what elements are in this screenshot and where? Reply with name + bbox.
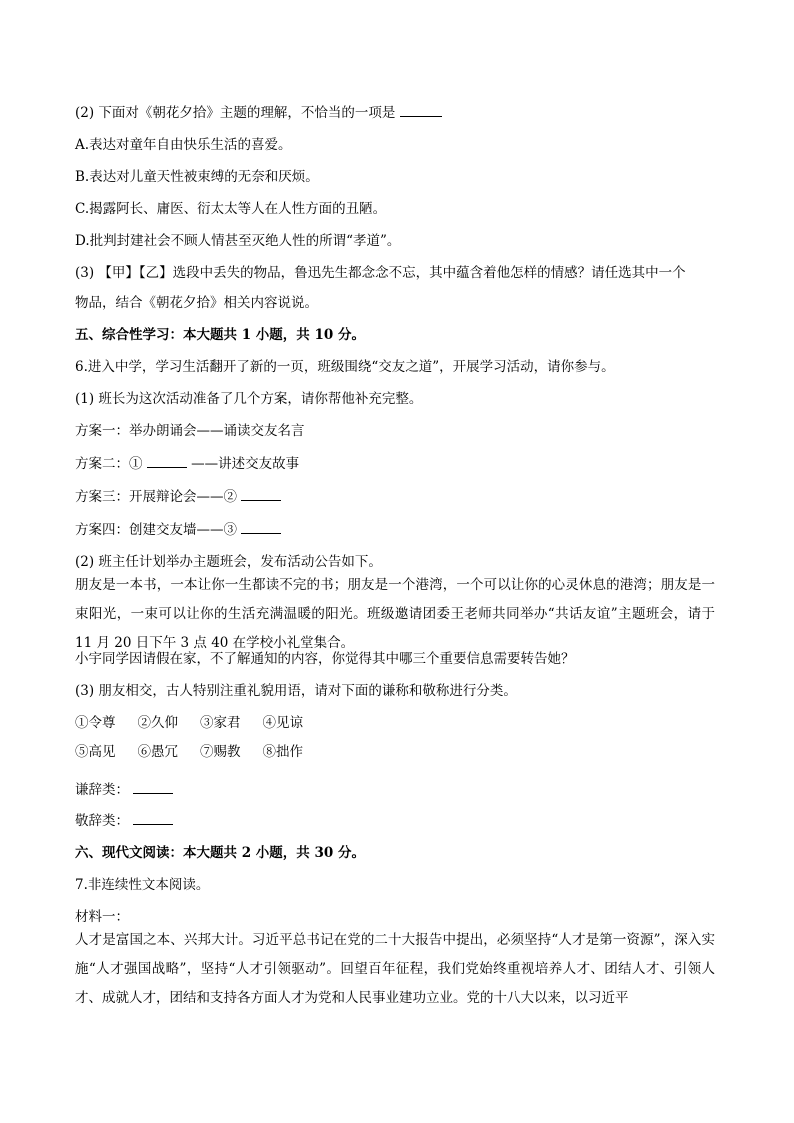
humble-words: 谦辞类： [75,781,715,798]
respect-words: 敬辞类： [75,812,715,829]
section5-heading: 五、综合性学习：本大题共 1 小题，共 10 分。 [75,327,365,343]
notice-text: 朋友是一本书，一本让你一生都读不完的书；朋友是一个港湾，一个可以让你的心灵休息的港湾；朋友是一束阳光，一束可以让你的生活充满温暖的阳光。班级邀请团委王老师共同举办“共话友谊”主题班会，请于 11 月 20 日下午 3 点 40 在学校小礼堂集合。 [75,577,715,651]
options-row-1: ①令尊 ②久仰 ③家君 ④见谅 [75,715,303,731]
plan-4: 方案四：创建交友墙——③ [75,521,715,538]
q6-sub1: (1) 班长为这次活动准备了几个方案，请你帮他补充完整。 [75,391,423,407]
material-text: 人才是富国之本、兴邦大计。习近平总书记在党的二十大报告中提出，必须坚持“人才是第一资源”，深入实施“人才强国战略”，坚持“人才引领驱动”。回望百年征程，我们党始终重视培养人才、团结人才、引领人才、成就人才，团结和支持各方面人才为党和人民事业建功立业。党的十八大以来，以习近平 [75,932,715,1006]
q2-option-d: D.批判封建社会不顾人情甚至灭绝人性的所谓“孝道”。 [75,233,401,249]
document-page [75,100,715,1006]
answer-blank [241,488,281,501]
plan-2: 方案二：① ——讲述交友故事 [75,456,300,472]
answer-blank [133,812,173,825]
q3-line-2: 物品，结合《朝花夕拾》相关内容说说。 [75,295,318,311]
answer-blank [133,781,173,794]
q6-sub2: (2) 班主任计划举办主题班会，发布活动公告如下。 [75,554,382,570]
q3-line-1: (3) 【甲】【乙】选段中丢失的物品，鲁迅先生都念念不忘，其中蕴含着他怎样的情感？请任选其中一个 [75,265,686,281]
material-label: 材料一： [75,909,129,925]
q6-stem: 6.进入中学，学习生活翻开了新的一页，班级围绕“交友之道”，开展学习活动，请你参与。 [75,359,615,375]
plan-1: 方案一：举办朗诵会——诵读交友名言 [75,423,305,439]
q2-option-b: B.表达对儿童天性被束缚的无奈和厌烦。 [75,169,319,185]
q2-stem: (2) 下面对《朝花夕拾》主题的理解，不恰当的一项是 [75,104,715,121]
answer-blank [400,104,442,117]
answer-blank [241,521,281,534]
section6-heading: 六、现代文阅读：本大题共 2 小题，共 30 分。 [75,845,365,861]
q2-option-a: A.表达对童年自由快乐生活的喜爱。 [75,137,292,153]
q6-sub3: (3) 朋友相交，古人特别注重礼貌用语，请对下面的谦称和敬称进行分类。 [75,683,517,699]
q7-stem: 7.非连续性文本阅读。 [75,877,210,893]
options-row-2: ⑤高见 ⑥愚冗 ⑦赐教 ⑧拙作 [75,744,303,760]
q2-option-c: C.揭露阿长、庸医、衍太太等人在人性方面的丑陋。 [75,201,387,217]
plan-3: 方案三：开展辩论会——② [75,488,715,505]
q6-sub2-question: 小宇同学因请假在家，不了解通知的内容，你觉得其中哪三个重要信息需要转告她？ [75,651,575,667]
answer-blank [147,455,187,468]
